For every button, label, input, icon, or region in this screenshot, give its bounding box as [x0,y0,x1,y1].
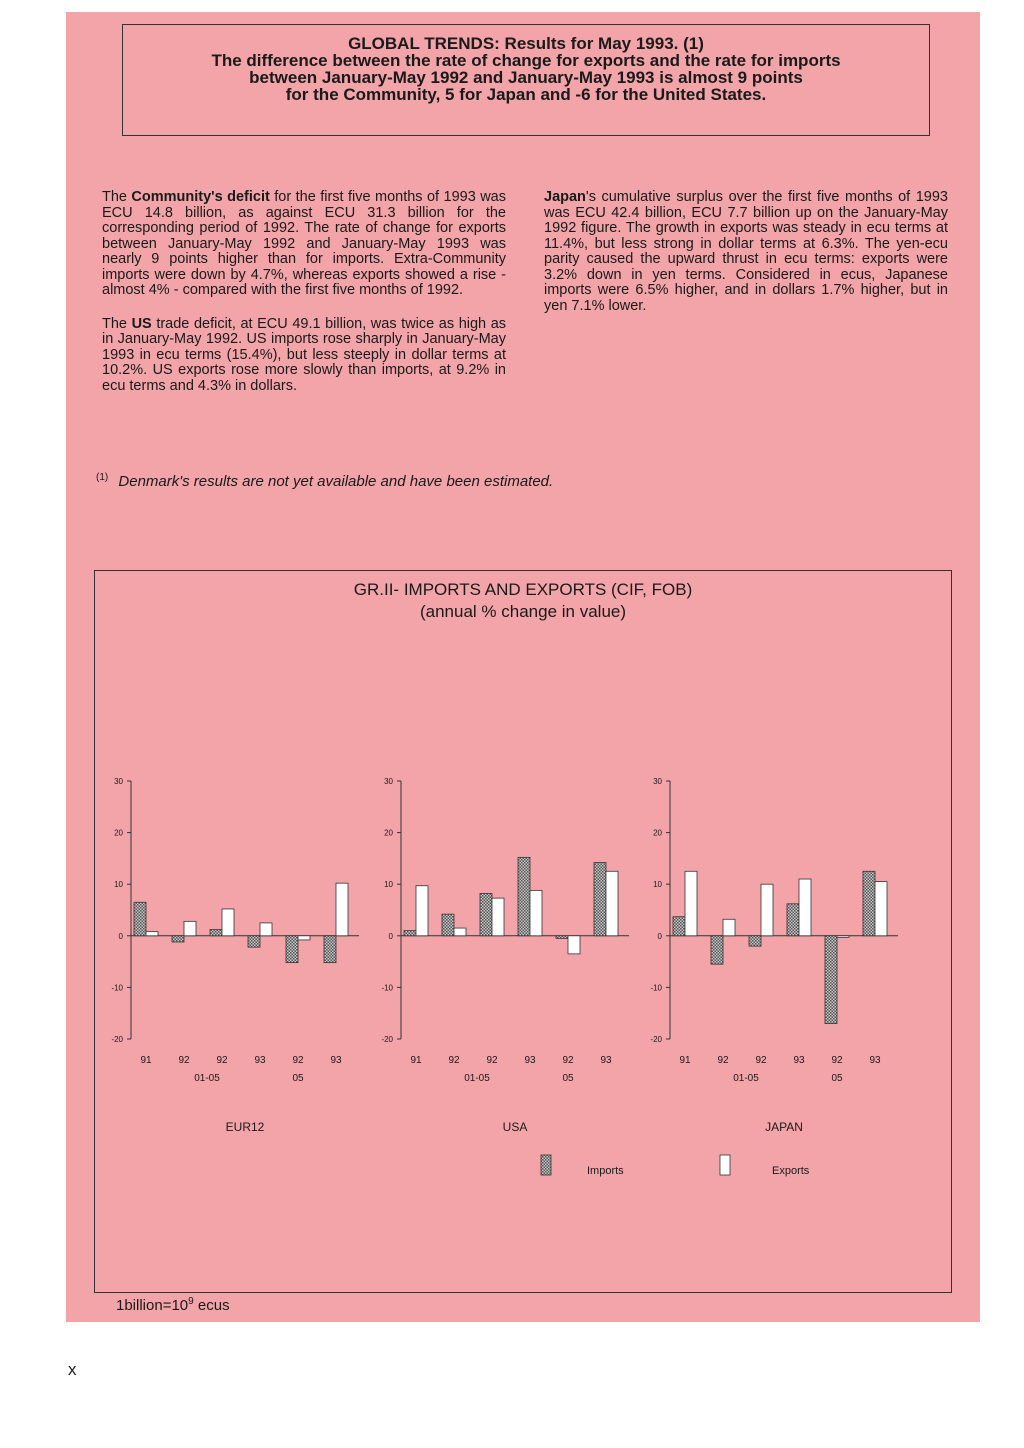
export-bar [837,936,849,938]
y-tick-label: 10 [114,880,123,890]
x-tick-label: 92 [292,1055,304,1066]
export-bar [875,882,887,936]
y-tick-label: 30 [384,777,393,786]
header-line-2: between January-May 1992 and January-May 1993 is almost 9 points [249,68,803,87]
export-bar [799,879,811,936]
x-tick-label: 92 [562,1055,574,1066]
footnote-text: Denmark's results are not yet available and have been estimated. [118,473,554,490]
import-bar [248,936,260,947]
y-tick-label: 20 [384,828,393,838]
export-bar [606,871,618,936]
import-bar [787,904,799,936]
export-bar [184,921,196,935]
y-tick-label: 20 [114,828,123,838]
y-tick-label: -10 [111,983,123,993]
import-bar [749,936,761,946]
import-bar [134,902,146,936]
export-bar [260,923,272,936]
charts-svg [95,571,951,1292]
legend-exports-swatch [720,1155,730,1175]
y-tick-label: -20 [111,1035,123,1044]
import-bar [404,931,416,936]
x-tick-label: 93 [793,1055,805,1066]
left-column [102,190,506,412]
export-bar [222,909,234,936]
y-tick-label: 20 [653,828,662,838]
export-bar [146,932,158,936]
x-group-label: 05 [292,1073,304,1084]
x-tick-label: 93 [869,1055,881,1066]
y-tick-label: -20 [650,1035,662,1044]
bold-term: US [131,315,152,332]
x-group-label: 05 [831,1073,843,1084]
export-bar [336,883,348,936]
export-bar [416,886,428,936]
chart-box [94,570,952,1293]
legend-imports-label: Imports [587,1165,624,1177]
import-bar [210,930,222,936]
us-paragraph [102,317,506,395]
text-run: The [102,315,132,332]
x-tick-label: 92 [448,1055,460,1066]
x-group-label: 05 [562,1073,574,1084]
import-bar [172,936,184,942]
y-tick-label: 10 [653,880,662,890]
panel-title: JAPAN [765,1120,803,1134]
text-run: The [102,189,132,205]
export-bar [298,936,310,940]
header-box [122,24,930,136]
export-bar [568,936,580,954]
import-bar [518,857,530,935]
panel-title: USA [502,1120,528,1134]
import-bar [863,871,875,936]
text-run: trade deficit, at ECU 49.1 billion, was twice as high as in January-May 1992. US imports rose sharply in January-May 1993 in ecu terms (15.4%), but less steeply in dollar terms at 10.2%. US exports rose more slowly than imports, at 9.2% in ecu terms and 4.3% in dollars. [102,315,507,394]
legend-imports-swatch [541,1155,551,1175]
unit-note-exponent: 9 [188,1296,194,1307]
legend-exports-label: Exports [772,1165,810,1177]
header-title: GLOBAL TRENDS: Results for May 1993. (1) [348,34,704,53]
import-bar [442,914,454,936]
x-tick-label: 92 [755,1055,767,1066]
x-group-label: 01-05 [464,1073,490,1084]
y-tick-label: 30 [114,777,123,786]
text-run: 's cumulative surplus over the first five months of 1993 was ECU 42.4 billion, ECU 7.7 billion up on the January-May 1992 figure. The growth in exports was steady in ecu terms at 11.4%, but less strong in dollar terms at 6.3%. The yen-ecu parity caused the upward thrust in ecu terms: exports were 3.2% down in yen terms. Considered in ecus, Japanese imports were 6.5% higher, and in dollars 1.7% higher, but in yen 7.1% lower. [544,189,948,314]
panel-title: EUR12 [225,1120,265,1134]
community-paragraph [102,190,506,299]
import-bar [673,917,685,936]
y-tick-label: -20 [381,1035,393,1044]
import-bar [825,936,837,1024]
export-bar [723,919,735,936]
import-bar [556,936,568,939]
export-bar [454,928,466,936]
right-column [544,190,948,332]
bold-term: Community's deficit [131,189,270,205]
x-tick-label: 91 [410,1055,422,1066]
report-panel [66,12,980,1322]
x-tick-label: 92 [486,1055,498,1066]
x-tick-label: 92 [178,1055,190,1066]
x-tick-label: 92 [831,1055,843,1066]
x-tick-label: 91 [140,1055,152,1066]
x-tick-label: 92 [216,1055,228,1066]
x-tick-label: 93 [524,1055,536,1066]
x-tick-label: 93 [330,1055,342,1066]
y-tick-label: 10 [384,880,393,890]
text-run: for the first five months of 1993 was ECU 14.8 billion, as against ECU 31.3 billion for the corresponding period of 1992. The rate of change for exports between January-May 1992 and January-May 1993 was nearly 9 points higher than for imports. Extra-Community imports were down by 4.7%, whereas exports showed a rise - almost 4% - compared with the first five months of 1992. [102,189,506,298]
y-tick-label: -10 [381,983,393,993]
chart-title-line-2: (annual % change in value) [419,602,627,621]
export-bar [685,871,697,936]
footnote-marker: (1) [96,472,109,483]
y-tick-label: 0 [388,931,393,941]
y-tick-label: 30 [653,777,662,786]
export-bar [492,898,504,936]
bold-term: Japan [544,189,586,205]
page-number: x [68,1360,77,1379]
import-bar [480,893,492,935]
x-tick-label: 91 [679,1055,691,1066]
header-line-3: for the Community, 5 for Japan and -6 for the United States. [285,85,767,104]
y-tick-label: -10 [650,983,662,993]
japan-paragraph [544,190,948,314]
x-group-label: 01-05 [194,1073,220,1084]
y-tick-label: 0 [118,931,123,941]
header-line-1: The difference between the rate of change for exports and the rate for imports [211,51,841,70]
chart-title-line-1: GR.II- IMPORTS AND EXPORTS (CIF, FOB) [353,580,693,599]
x-tick-label: 93 [600,1055,612,1066]
import-bar [286,936,298,963]
unit-note-base: 1billion=10 [116,1297,189,1314]
export-bar [761,884,773,936]
export-bar [530,890,542,935]
footnote [96,472,553,490]
import-bar [594,863,606,936]
y-tick-label: 0 [657,931,662,941]
x-tick-label: 93 [254,1055,266,1066]
import-bar [324,936,336,963]
x-tick-label: 92 [717,1055,729,1066]
unit-note-suffix: ecus [193,1297,230,1314]
x-group-label: 01-05 [733,1073,759,1084]
unit-note [116,1296,230,1314]
import-bar [711,936,723,964]
